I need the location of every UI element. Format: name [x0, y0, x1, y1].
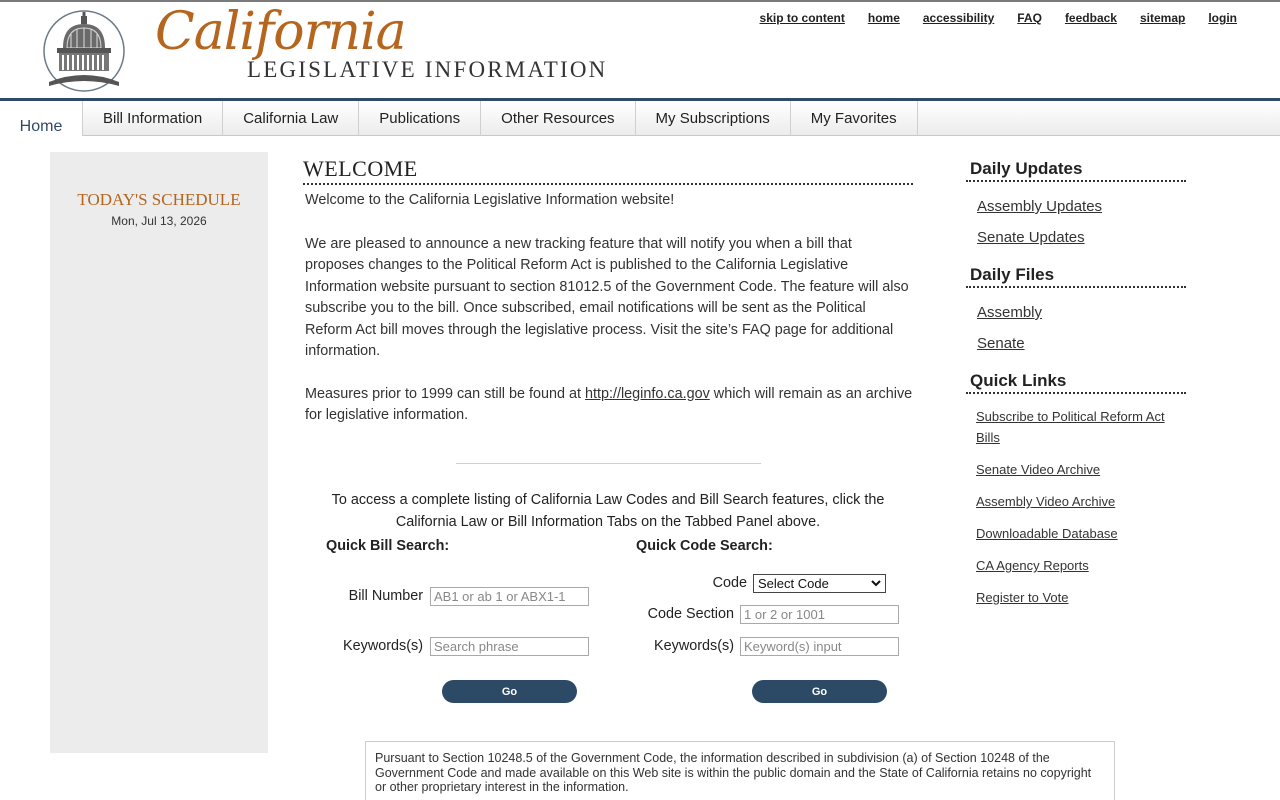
bill-keywords-label: Keywords(s) — [343, 638, 423, 654]
announcement-text: We are pleased to announce a new tracking feature that will notify you when a bill that proposes changes to the Political Reform Act is published to the California Legislative Information website pursuant to section 81012.5 of the Government Code. The feature will also subscribe you to the bill. Once subscribed, email notifications will be sent as the Political Reform Act bill moves through the legislative process. Visit the site’s FAQ page for additional information. — [305, 235, 909, 359]
accessibility-link[interactable]: accessibility — [922, 11, 995, 25]
right-sidebar — [966, 152, 1186, 608]
subscribe-political-reform-link[interactable]: Subscribe to Political Reform Act Bills — [976, 409, 1165, 445]
access-note: To access a complete listing of California Law Codes and Bill Search features, click the California Law or Bill Information Tabs on the Tabbed Panel above. — [331, 491, 885, 530]
senate-video-archive-link[interactable]: Senate Video Archive — [976, 462, 1101, 477]
login-link[interactable]: login — [1208, 11, 1237, 25]
daily-updates-heading: Daily Updates — [966, 152, 1186, 182]
quick-code-search-heading: Quick Code Search: — [636, 538, 773, 554]
senate-file-link[interactable]: Senate — [977, 335, 1025, 352]
tab-my-favorites[interactable]: My Favorites — [790, 101, 918, 136]
daily-files-heading: Daily Files — [966, 258, 1186, 288]
bill-number-input[interactable] — [430, 587, 589, 606]
bill-number-label: Bill Number — [348, 588, 423, 604]
schedule-title: TODAY'S SCHEDULE — [77, 190, 241, 209]
code-search-go-button[interactable]: Go — [752, 680, 887, 703]
tab-california-law[interactable]: California Law — [222, 101, 358, 136]
capitol-dome-icon[interactable] — [41, 10, 127, 92]
leginfo-archive-link[interactable]: http://leginfo.ca.gov — [584, 385, 710, 402]
code-section-input[interactable] — [740, 605, 899, 624]
logo-california[interactable]: California — [155, 2, 406, 62]
quick-search-area — [303, 532, 913, 712]
quick-links-heading: Quick Links — [966, 364, 1186, 394]
bill-search-go-button[interactable]: Go — [442, 680, 577, 703]
legal-notice: Pursuant to Section 10248.5 of the Government Code, the information described in subdivision (a) of Section 10248 of the Government Code and made available on this Web site is within the public domain and the State of California retains no copyright or other proprietary interest in the information. — [365, 741, 1115, 800]
welcome-intro: Welcome to the California Legislative Information website! — [305, 192, 675, 208]
archive-text — [305, 384, 913, 427]
content-divider — [456, 463, 761, 464]
register-to-vote-link[interactable]: Register to Vote — [976, 590, 1069, 605]
page-title: WELCOME — [303, 152, 913, 185]
main-content — [303, 152, 913, 698]
code-keywords-input[interactable] — [740, 637, 899, 656]
downloadable-database-link[interactable]: Downloadable Database — [976, 526, 1118, 541]
main-nav — [0, 98, 1280, 136]
tab-other-resources[interactable]: Other Resources — [480, 101, 634, 136]
nav-tabs — [82, 101, 918, 136]
assembly-file-link[interactable]: Assembly — [977, 304, 1043, 321]
quick-bill-search-heading: Quick Bill Search: — [326, 538, 450, 554]
tab-my-subscriptions[interactable]: My Subscriptions — [635, 101, 790, 136]
bill-keywords-input[interactable] — [430, 637, 589, 656]
chevron-down-icon — [871, 580, 881, 587]
code-section-label: Code Section — [647, 606, 734, 622]
schedule-date: Mon, Jul 13, 2026 — [111, 214, 207, 228]
code-select[interactable] — [753, 574, 886, 593]
archive-text-before: Measures prior to 1999 can still be found at — [305, 385, 585, 402]
faq-link[interactable]: FAQ — [1017, 11, 1042, 25]
senate-updates-link[interactable]: Senate Updates — [977, 229, 1085, 246]
todays-schedule-panel — [50, 152, 268, 753]
assembly-updates-link[interactable]: Assembly Updates — [977, 198, 1103, 215]
tab-home[interactable]: Home — [0, 98, 82, 139]
feedback-link[interactable]: feedback — [1064, 11, 1117, 25]
archive-text-after: which will remain as an archive for legislative information. — [305, 385, 913, 423]
home-link[interactable]: home — [867, 11, 900, 25]
ca-agency-reports-link[interactable]: CA Agency Reports — [976, 558, 1089, 573]
utility-links — [760, 11, 1237, 25]
sitemap-link[interactable]: sitemap — [1139, 11, 1186, 25]
skip-to-content-link[interactable]: skip to content — [759, 11, 845, 25]
code-select-value: Select Code — [758, 576, 829, 591]
logo-subtitle[interactable]: LEGISLATIVE INFORMATION — [247, 57, 608, 82]
assembly-video-archive-link[interactable]: Assembly Video Archive — [976, 494, 1116, 509]
code-keywords-label: Keywords(s) — [654, 638, 734, 654]
tab-bill-information[interactable]: Bill Information — [82, 101, 222, 136]
code-label: Code — [712, 575, 747, 591]
site-header — [0, 2, 1280, 98]
tab-publications[interactable]: Publications — [358, 101, 480, 136]
